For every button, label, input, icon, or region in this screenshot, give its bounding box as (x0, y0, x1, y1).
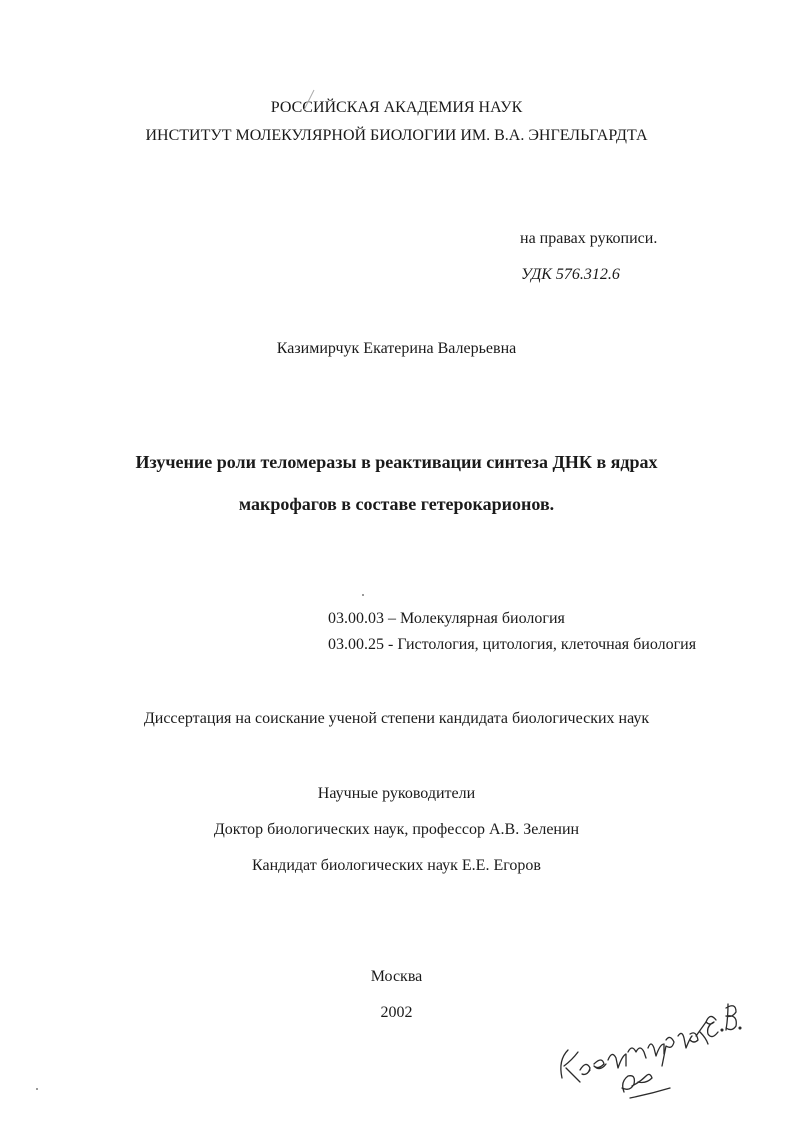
year: 2002 (380, 1004, 413, 1021)
manuscript-note: на правах рукописи. (520, 230, 658, 247)
supervisors-heading: Научные руководители (317, 785, 476, 802)
dissertation-title-line-1: Изучение роли теломеразы в реактивации синтеза ДНК в ядрах (135, 452, 658, 472)
dissertation-title-line-2: макрофагов в составе гетерокарионов. (238, 494, 555, 514)
degree-statement: Диссертация на соискание ученой степени кандидата биологических наук (143, 710, 650, 727)
handwritten-signature (550, 990, 750, 1100)
author-name: Казимирчук Екатерина Валерьевна (276, 340, 517, 357)
city: Москва (370, 968, 423, 985)
academy-name: РОССИЙСКАЯ АКАДЕМИЯ НАУК (270, 99, 523, 116)
supervisor-1: Доктор биологических наук, профессор А.В. Зеленин (213, 821, 580, 838)
scan-speck (36, 1088, 38, 1090)
institute-name: ИНСТИТУТ МОЛЕКУЛЯРНОЙ БИОЛОГИИ ИМ. В.А. ЭНГЕЛЬГАРДТА (145, 127, 648, 144)
udk-code: УДК 576.312.6 (521, 266, 620, 283)
specialty-2: 03.00.25 - Гистология, цитология, клеточная биология (328, 636, 697, 653)
supervisor-2: Кандидат биологических наук Е.Е. Егоров (252, 857, 541, 874)
scan-speck (362, 594, 364, 596)
scan-mark (300, 88, 318, 112)
specialty-1: 03.00.03 – Молекулярная биология (328, 610, 565, 627)
